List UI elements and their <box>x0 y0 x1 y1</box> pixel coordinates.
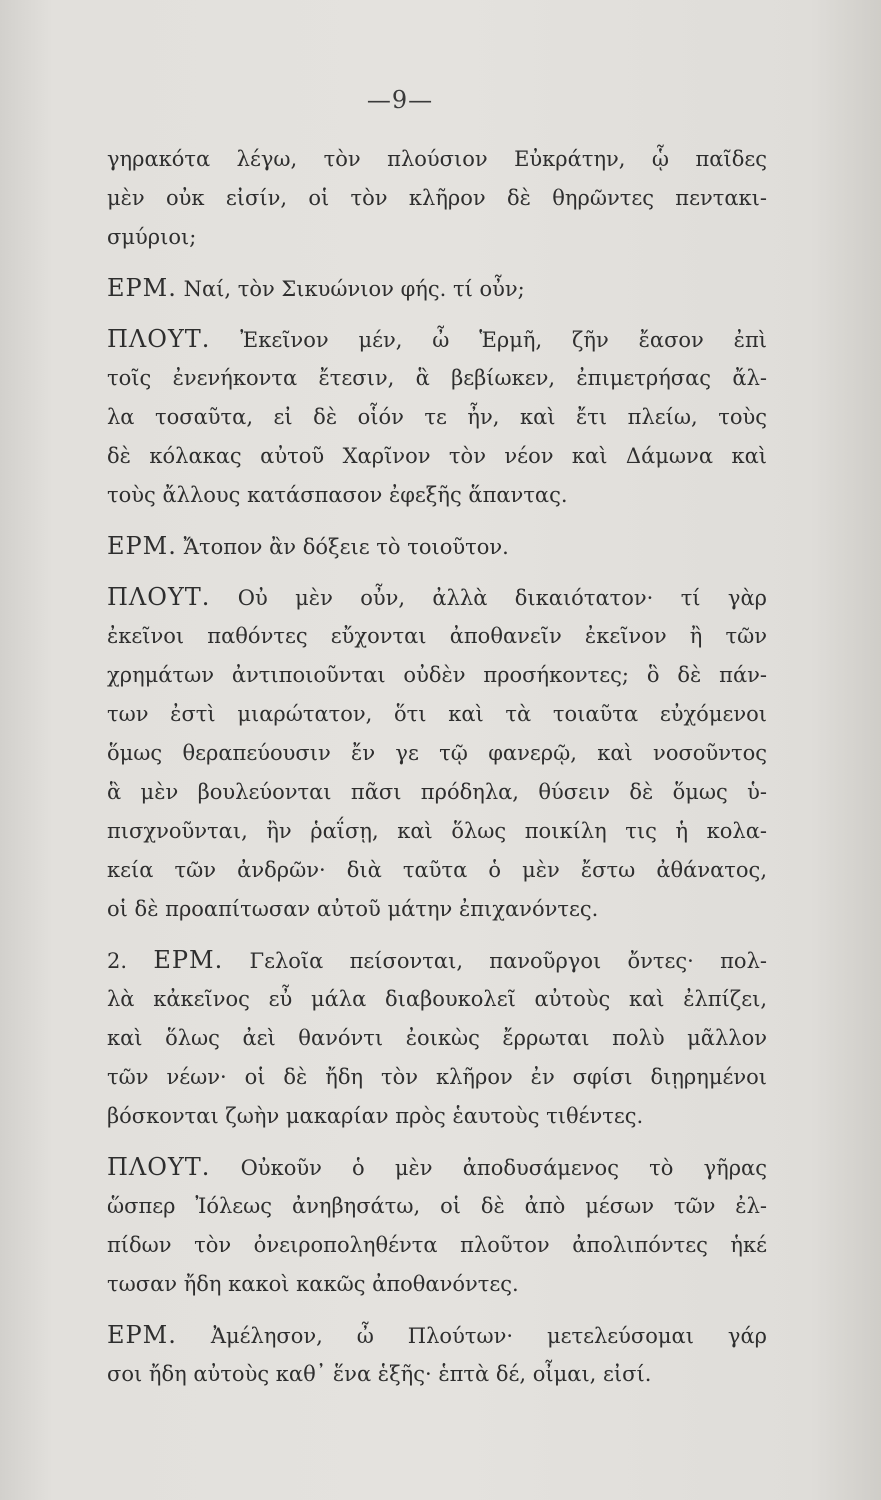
line-text: Γελοῖα πείσονται, πανοῦργοι ὄντες· πολ- <box>249 949 767 973</box>
line-text: Ἄτοπον ἂν δόξειε τὸ τοιοῦτον. <box>183 535 509 559</box>
paragraph <box>107 1148 767 1304</box>
speaker-label: ΕΡΜ. <box>107 1321 177 1349</box>
text-line: ὥσπερ Ἰόλεως ἀνηβησάτω, οἱ δὲ ἀπὸ μέσων τῶν ἐλ- <box>107 1194 767 1218</box>
paragraph <box>107 320 767 515</box>
speaker-label: ΕΡΜ. <box>107 274 177 302</box>
line-text: Οὐ μὲν οὖν, ἀλλὰ δικαιότατον· τί γὰρ <box>237 586 767 610</box>
speaker-label: ΠΛΟΥΤ. <box>107 325 211 353</box>
paragraph <box>107 941 767 1136</box>
speaker-label: ΕΡΜ. <box>107 532 177 560</box>
text-line: λὰ κἀκεῖνος εὖ μάλα διαβουκολεῖ αὐτοὺς καὶ ἐλπίζει, <box>107 987 767 1011</box>
text-line: πίδων τὸν ὀνειροποληθέντα πλοῦτον ἀπολιπόντες ἡκέ <box>107 1233 767 1257</box>
text-line: τωσαν ἤδη κακοὶ κακῶς ἀποθανόντες. <box>107 1272 519 1296</box>
paragraph <box>107 1316 767 1394</box>
paragraph <box>107 140 767 257</box>
text-line: τοῖς ἐνενήκοντα ἔτεσιν, ἃ βεβίωκεν, ἐπιμετρήσας ἄλ- <box>107 366 767 390</box>
text-line <box>107 269 767 308</box>
line-text: Οὐκοῦν ὁ μὲν ἀποδυσάμενος τὸ γῆρας <box>240 1156 767 1180</box>
paragraph <box>107 269 767 308</box>
text-line: γηρακότα λέγω, τὸν πλούσιον Εὐκράτην, ᾧ παῖδες <box>107 147 767 171</box>
text-line: δὲ κόλακας αὐτοῦ Χαρῖνον τὸν νέον καὶ Δάμωνα καὶ <box>107 444 767 468</box>
text-line <box>107 941 767 980</box>
text-line: τῶν νέων· οἱ δὲ ἤδη τὸν κλῆρον ἐν σφίσι διῃρημένοι <box>107 1065 767 1089</box>
text-line: μὲν οὐκ εἰσίν, οἱ τὸν κλῆρον δὲ θηρῶντες πεντακι- <box>107 186 767 210</box>
speaker-label: ΠΛΟΥΤ. <box>107 1153 211 1181</box>
text-line: των ἐστὶ μιαρώτατον, ὅτι καὶ τὰ τοιαῦτα εὐχόμενοι <box>107 702 767 726</box>
text-line <box>107 1316 767 1355</box>
paragraph <box>107 578 767 929</box>
text-line: χρημάτων ἀντιποιοῦνται οὐδὲν προσήκοντες; ὃ δὲ πάν- <box>107 663 767 687</box>
line-text: Ἐκεῖνον μέν, ὦ Ἑρμῆ, ζῆν ἔασον ἐπὶ <box>240 328 767 352</box>
text-line: σοι ἤδη αὐτοὺς καθ᾽ ἕνα ἑξῆς· ἑπτὰ δέ, οἶμαι, εἰσί. <box>107 1362 652 1386</box>
text-line: καὶ ὅλως ἀεὶ θανόντι ἐοικὼς ἔρρωται πολὺ μᾶλλον <box>107 1026 767 1050</box>
text-line <box>107 578 767 617</box>
text-line: ἐκεῖνοι παθόντες εὔχονται ἀποθανεῖν ἐκεῖνον ἢ τῶν <box>107 624 767 648</box>
text-line: σμύριοι; <box>107 225 197 249</box>
speaker-label: ΕΡΜ. <box>153 946 224 974</box>
text-line <box>107 320 767 359</box>
text-line: ὅμως θεραπεύουσιν ἔν γε τῷ φανερῷ, καὶ νοσοῦντος <box>107 741 767 765</box>
section-number: 2. <box>107 949 128 973</box>
line-text: Ναί, τὸν Σικυώνιον φής. τί οὖν; <box>183 277 525 301</box>
page-number: —9— <box>366 86 434 114</box>
page-text <box>107 140 767 1394</box>
speaker-label: ΠΛΟΥΤ. <box>107 583 211 611</box>
line-text: Ἀμέλησον, ὦ Πλούτων· μετελεύσομαι γάρ <box>210 1324 767 1348</box>
text-line: τοὺς ἄλλους κατάσπασον ἐφεξῆς ἅπαντας. <box>107 483 568 507</box>
text-line: λα τοσαῦτα, εἰ δὲ οἷόν τε ἦν, καὶ ἔτι πλείω, τοὺς <box>107 405 767 429</box>
text-line: πισχνοῦνται, ἢν ῥαΐσῃ, καὶ ὅλως ποικίλη τις ἡ κολα- <box>107 819 767 843</box>
text-line: κεία τῶν ἀνδρῶν· διὰ ταῦτα ὁ μὲν ἔστω ἀθάνατος, <box>107 858 767 882</box>
text-line: οἱ δὲ προαπίτωσαν αὐτοῦ μάτην ἐπιχανόντες. <box>107 897 599 921</box>
text-line: ἃ μὲν βουλεύονται πᾶσι πρόδηλα, θύσειν δὲ ὅμως ὑ- <box>107 780 767 804</box>
text-line: βόσκονται ζωὴν μακαρίαν πρὸς ἑαυτοὺς τιθέντες. <box>107 1104 644 1128</box>
paragraph <box>107 527 767 566</box>
text-line <box>107 1148 767 1187</box>
text-line <box>107 527 767 566</box>
